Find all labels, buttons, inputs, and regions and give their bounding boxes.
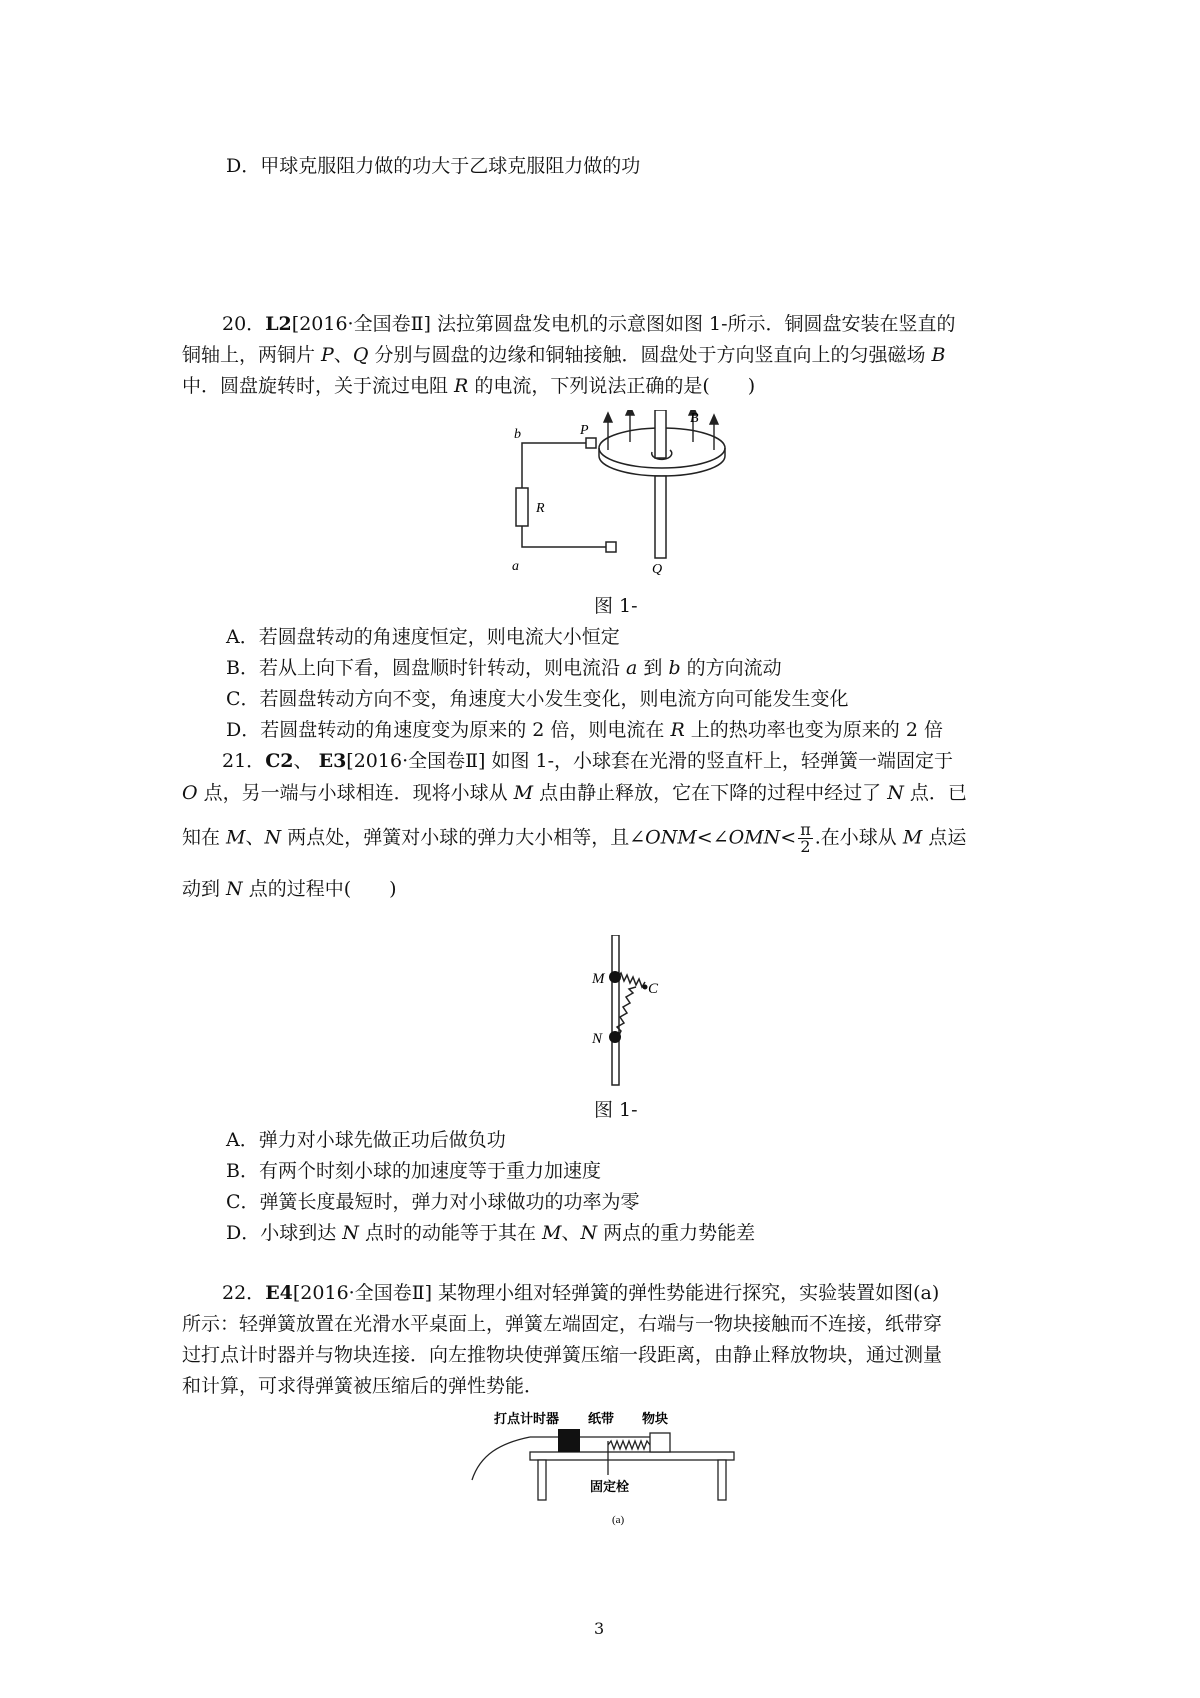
wire-top-left: [522, 443, 586, 488]
label-block: 物块: [642, 1411, 669, 1426]
ball-at-m: [609, 971, 621, 983]
label-b-field: B: [690, 411, 699, 426]
q20-option-c: C．若圆盘转动方向不变，角速度大小发生变化，则电流方向可能发生变化: [226, 688, 849, 710]
label-b: b: [514, 427, 521, 442]
label-sub-a: (a): [612, 1514, 625, 1526]
q20-option-d: D．若圆盘转动的角速度变为原来的 2 倍，则电流在 R 上的热功率也变为原来的 2 倍: [226, 719, 943, 741]
label-peg: 固定栓: [590, 1479, 630, 1494]
q21-spring-rod-figure: [580, 935, 670, 1090]
axle-bottom: [655, 476, 666, 558]
q20-option-a: A．若圆盘转动的角速度恒定，则电流大小恒定: [226, 626, 620, 648]
q20-option-b: B．若从上向下看，圆盘顺时针转动，则电流沿 a 到 b 的方向流动: [226, 657, 782, 679]
q20-stem-line-1: 20．L2[2016·全国卷Ⅱ] 法拉第圆盘发电机的示意图如图 1-所示．铜圆盘安装在竖直的: [222, 313, 956, 335]
pi-over-2-fraction: $\frac{\pi}{2}$: [800, 820, 811, 856]
label-tape: 纸带: [588, 1411, 615, 1426]
q21-figure-caption: 图 1-: [594, 1099, 638, 1121]
spring-lower: [617, 987, 636, 1037]
axle-top: [655, 410, 666, 458]
q20-figure-caption: 图 1-: [594, 595, 638, 617]
resistor-r: [516, 488, 528, 526]
spring: [608, 1441, 650, 1449]
q22-stem-line-4: 和计算，可求得弹簧被压缩后的弹性势能．: [182, 1375, 544, 1397]
label-n: N: [592, 1031, 603, 1047]
timer-block: [558, 1429, 580, 1452]
q21-stem-line-3: 知在 M、N 两点处，弹簧对小球的弹力大小相等，且∠ONM<∠OMN< $\frac{\pi}{2}$ .在小球从 M 点运: [182, 820, 967, 856]
q22-stem-line-2: 所示：轻弹簧放置在光滑水平桌面上，弹簧左端固定，右端与一物块接触而不连接，纸带穿: [182, 1313, 943, 1335]
spring-upper: [618, 973, 645, 987]
table-leg-right: [718, 1460, 726, 1500]
q20-stem-line-2: 铜轴上，两铜片 P、Q 分别与圆盘的边缘和铜轴接触．圆盘处于方向竖直向上的匀强磁场 B: [182, 344, 946, 366]
q21-stem-line-2: O 点，另一端与小球相连．现将小球从 M 点由静止释放，它在下降的过程中经过了 N 点．已: [182, 782, 967, 804]
ball-at-n: [609, 1031, 621, 1043]
q21-option-a: A．弹力对小球先做正功后做负功: [226, 1129, 506, 1151]
label-timer: 打点计时器: [494, 1411, 560, 1426]
brush-p: [586, 438, 596, 448]
q21-option-c: C．弹簧长度最短时，弹力对小球做功的功率为零: [226, 1191, 640, 1213]
label-r: R: [536, 501, 545, 516]
page-number: 3: [594, 1619, 605, 1638]
label-m: M: [592, 971, 605, 987]
q21-option-d: D．小球到达 N 点时的动能等于其在 M、N 两点的重力势能差: [226, 1222, 756, 1244]
label-a: a: [512, 559, 519, 574]
label-p: P: [580, 423, 589, 438]
q19-option-d: D．甲球克服阻力做的功大于乙球克服阻力做的功: [226, 155, 641, 177]
wire-bottom: [522, 526, 606, 547]
q20-disc-generator-figure: [500, 410, 740, 585]
q22-stem-line-3: 过打点计时器并与物块连接．向左推物块使弹簧压缩一段距离，由静止释放物块，通过测量: [182, 1344, 943, 1366]
q21-stem-line-4: 动到 N 点的过程中( ): [182, 878, 397, 900]
label-q: Q: [652, 562, 663, 577]
fixed-point-c: [643, 985, 648, 990]
vertical-rod: [612, 935, 619, 1085]
q20-stem-line-3: 中．圆盘旋转时，关于流过电阻 R 的电流，下列说法正确的是( ): [182, 375, 756, 397]
q21-stem-line-1: 21．C2、 E3[2016·全国卷Ⅱ] 如图 1-，小球套在光滑的竖直杆上，轻弹簧一端固定于: [222, 750, 954, 772]
q22-spring-experiment-figure: [470, 1405, 740, 1530]
paper-tape-curve: [472, 1437, 530, 1480]
block: [650, 1433, 670, 1452]
q21-option-b: B．有两个时刻小球的加速度等于重力加速度: [226, 1160, 601, 1182]
q22-stem-line-1: 22．E4[2016·全国卷Ⅱ] 某物理小组对轻弹簧的弹性势能进行探究，实验装置如图(a): [222, 1282, 940, 1304]
brush-q: [606, 542, 616, 552]
label-c: C: [648, 981, 659, 997]
table-top: [530, 1452, 734, 1460]
table-leg-left: [538, 1460, 546, 1500]
